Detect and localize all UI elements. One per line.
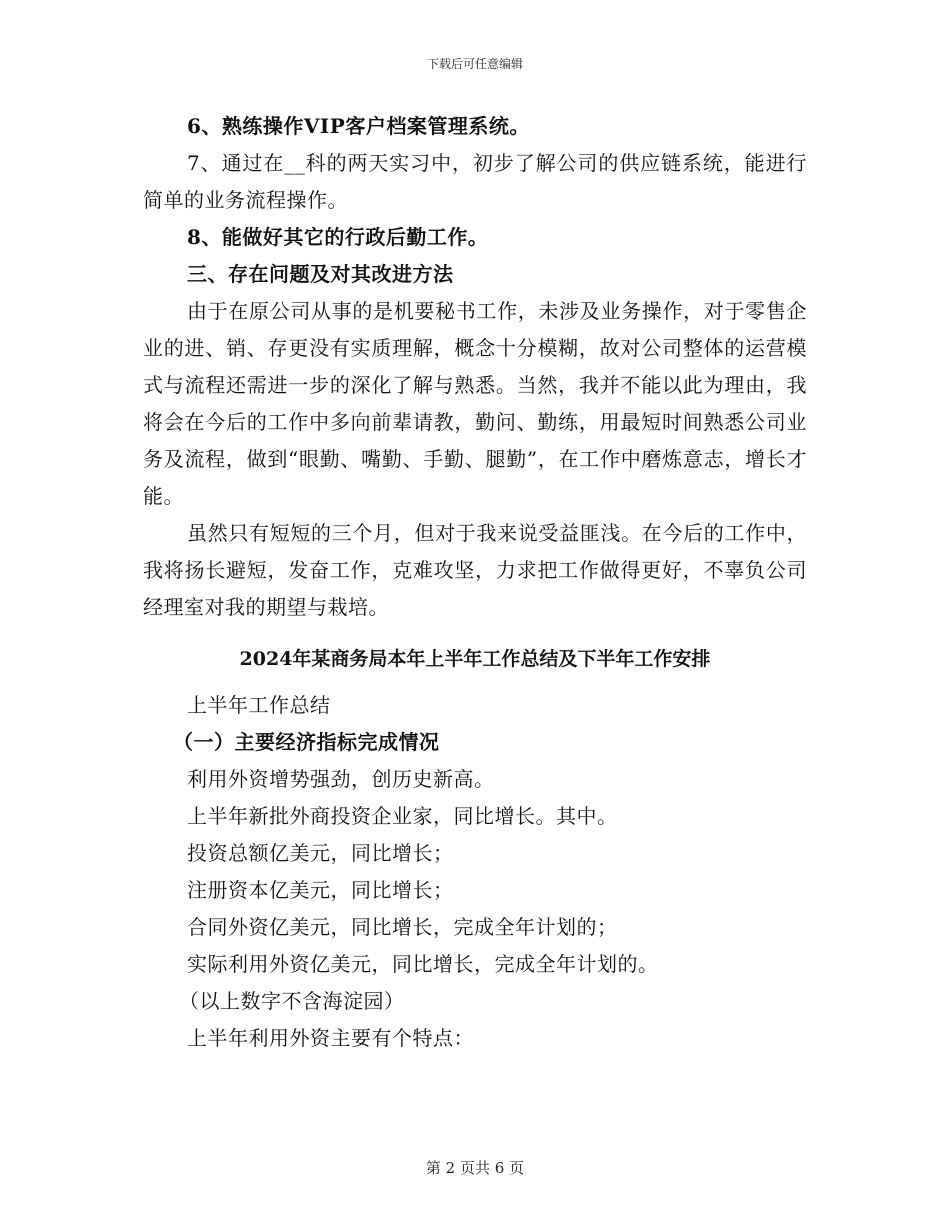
list-item-6: 6、熟练操作VIP客户档案管理系统。 <box>187 114 530 138</box>
list-item: 注册资本亿美元，同比增长； <box>187 878 454 902</box>
list-item: 合同外资亿美元，同比增长，完成全年计划的； <box>187 915 618 939</box>
subtitle: 上半年工作总结 <box>187 693 331 717</box>
list-item: 实际利用外资亿美元，同比增长，完成全年计划的。 <box>187 952 659 976</box>
section-heading-1: （一）主要经济指标完成情况 <box>173 730 440 754</box>
list-item: 上半年新批外商投资企业家，同比增长。其中。 <box>187 804 618 828</box>
list-item-8: 8、能做好其它的行政后勤工作。 <box>187 225 489 249</box>
document-title: 2024年某商务局本年上半年工作总结及下半年工作安排 <box>239 648 711 670</box>
list-item: （以上数字不含海淀园） <box>179 989 405 1013</box>
list-item-7: 7、通过在__科的两天实习中，初步了解公司的供应链系统，能进行简单的业务流程操作。 <box>143 151 807 212</box>
list-item: 投资总额亿美元，同比增长； <box>187 841 454 865</box>
paragraph-closing: 虽然只有短短的三个月，但对于我来说受益匪浅。在今后的工作中，我将扬长避短，发奋工作，克难攻坚，力求把工作做得更好，不辜负公司经理室对我的期望与栽培。 <box>143 521 807 619</box>
section-heading-3: 三、存在问题及对其改进方法 <box>187 262 454 286</box>
document-body <box>143 108 807 1057</box>
paragraph-issues: 由于在原公司从事的是机要秘书工作，未涉及业务操作，对于零售企业的进、销、存更没有实质理解，概念十分模糊，故对公司整体的运营模式与流程还需进一步的深化了解与熟悉。当然，我并不能以此为理由，我将会在今后的工作中多向前辈请教，勤问、勤练，用最短时间熟悉公司业务及流程，做到“眼勤、嘴勤、手勤、腿勤”，在工作中磨炼意志，增长才能。 <box>143 299 807 508</box>
list-item: 利用外资增势强劲，创历史新高。 <box>187 767 495 791</box>
page-header: 下载后可任意编辑 <box>426 57 523 71</box>
page-footer: 第 2 页共 6 页 <box>425 1159 525 1177</box>
list-item: 上半年利用外资主要有个特点： <box>187 1026 474 1050</box>
